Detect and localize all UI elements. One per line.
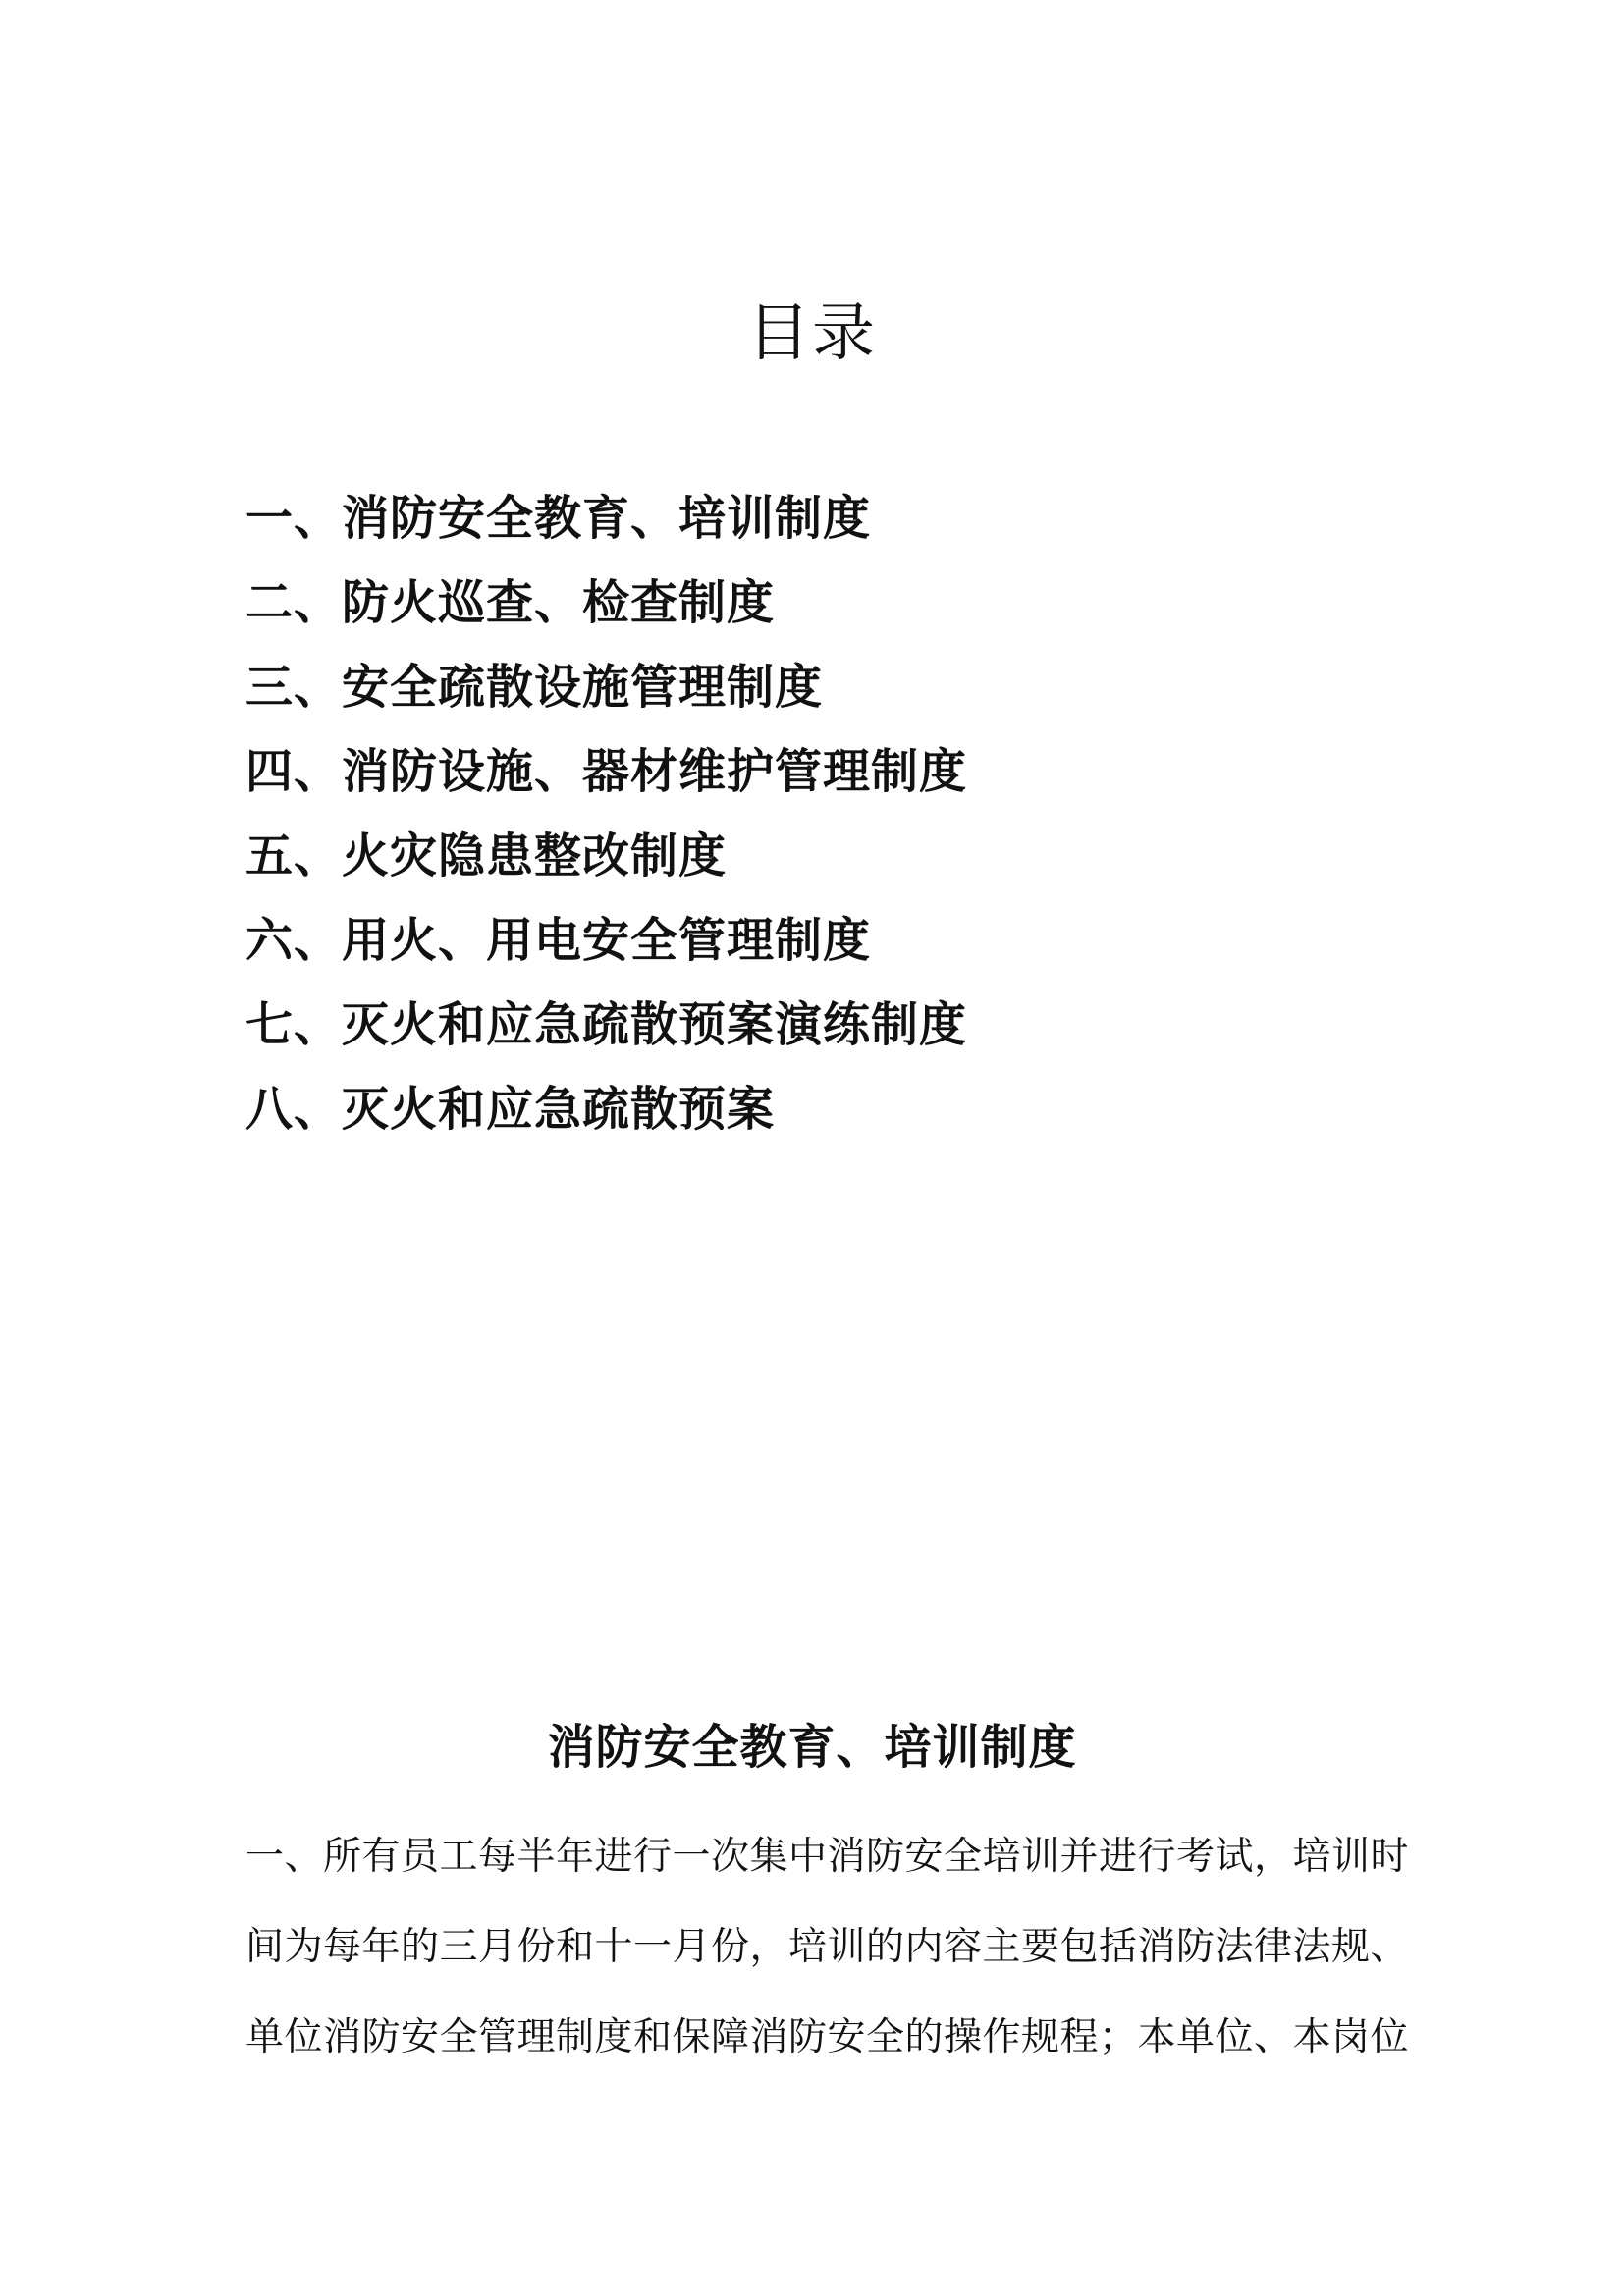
toc-title: 目录 xyxy=(747,297,877,370)
toc-item-7: 七、灭火和应急疏散预案演练制度 xyxy=(245,997,968,1052)
toc-item-8: 八、灭火和应急疏散预案 xyxy=(245,1082,776,1137)
body-line-3: 单位消防安全管理制度和保障消防安全的操作规程；本单位、本岗位 xyxy=(245,2015,1410,2059)
toc-item-2: 二、防火巡查、检查制度 xyxy=(245,575,776,630)
body-line-2: 间为每年的三月份和十一月份，培训的内容主要包括消防法律法规、 xyxy=(245,1925,1410,1969)
body-line-1: 一、所有员工每半年进行一次集中消防安全培训并进行考试，培训时 xyxy=(245,1835,1410,1879)
toc-item-4: 四、消防设施、器材维护管理制度 xyxy=(245,744,968,799)
section-title: 消防安全教育、培训制度 xyxy=(547,1720,1077,1775)
toc-item-1: 一、消防安全教育、培训制度 xyxy=(245,491,872,546)
toc-item-5: 五、火灾隐患整改制度 xyxy=(245,828,728,883)
section-body xyxy=(245,1812,1410,2083)
toc-list xyxy=(245,476,967,1151)
toc-item-6: 六、用火、用电安全管理制度 xyxy=(245,913,872,968)
toc-item-3: 三、安全疏散设施管理制度 xyxy=(245,660,824,715)
